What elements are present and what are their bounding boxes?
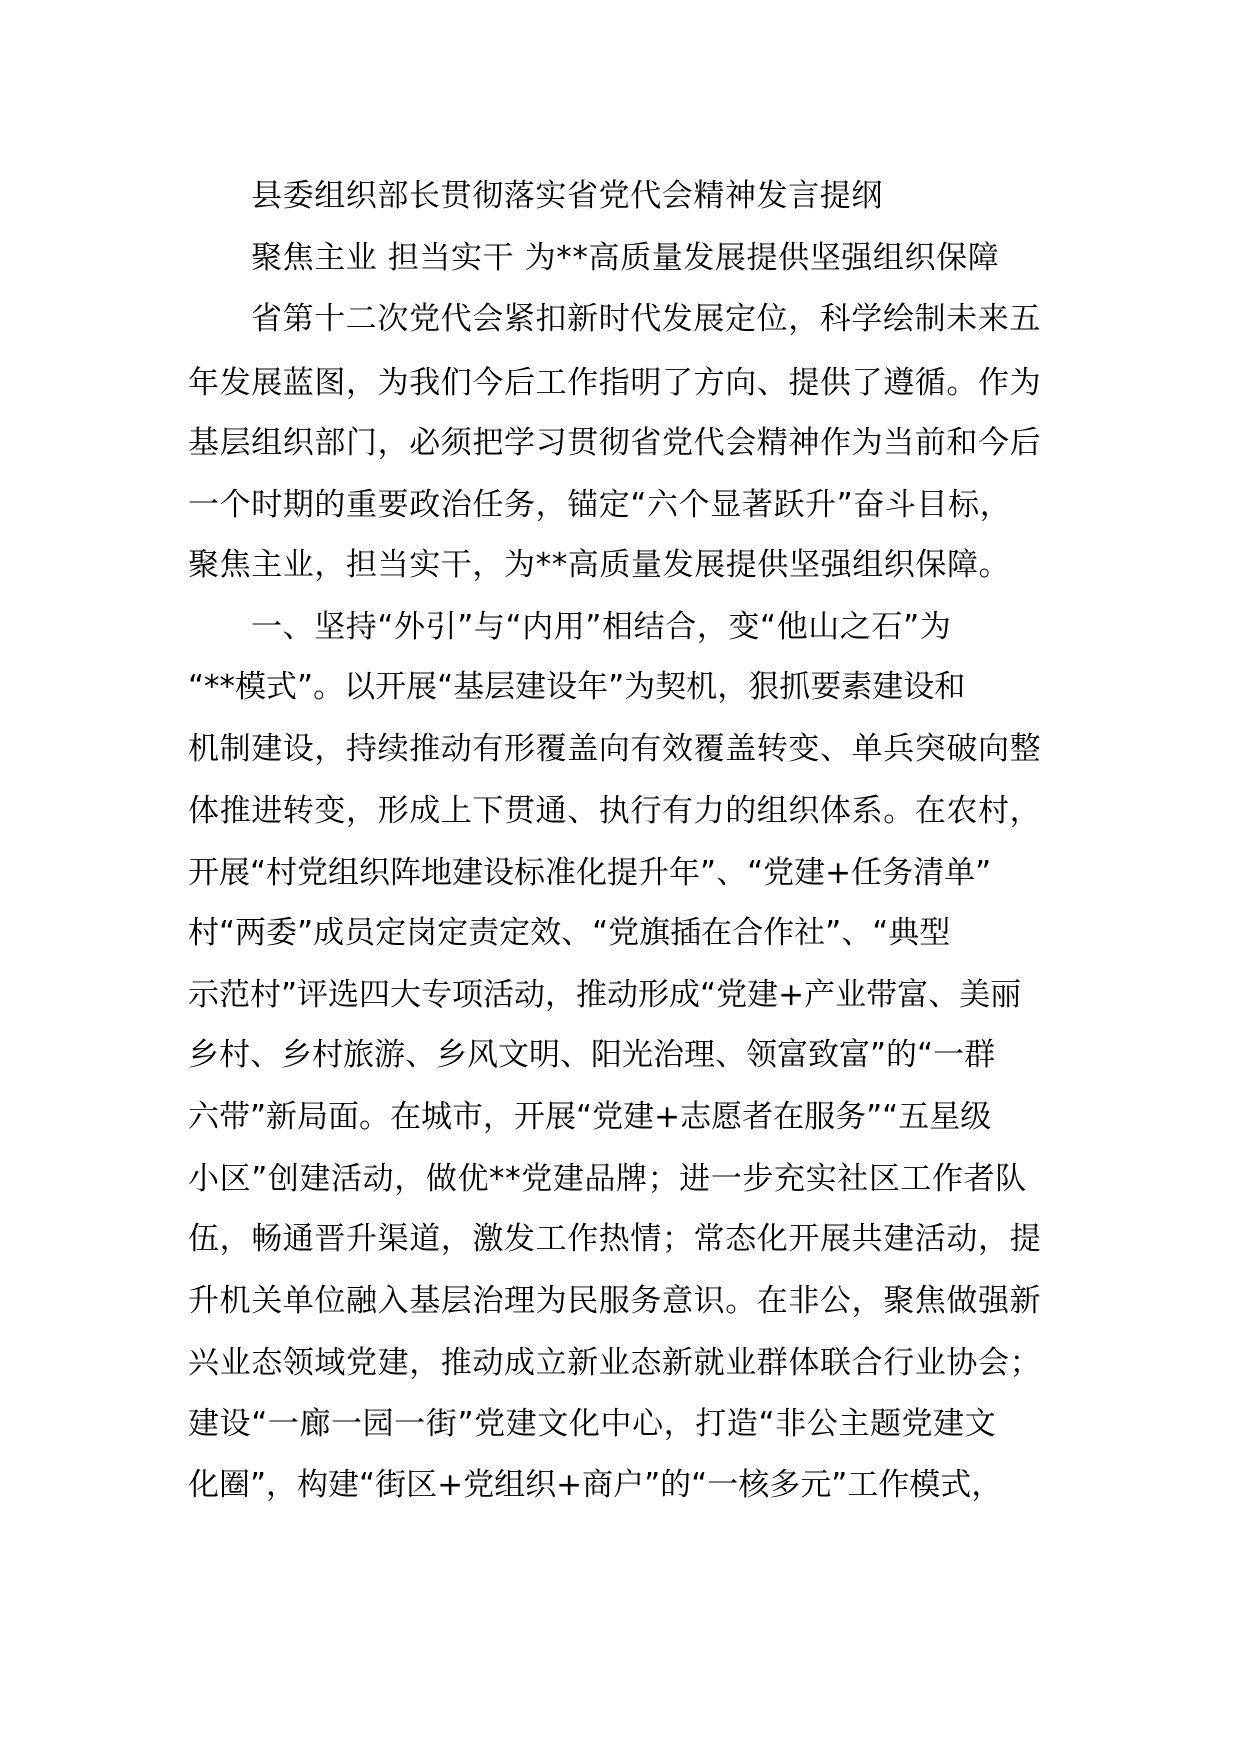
body-line-17: 升机关单位融入基层治理为民服务意识。在非公，聚焦做强新	[188, 1283, 1042, 1319]
body-line-7: “**模式”。以开展“基层建设年”为契机，狠抓要素建设和	[188, 669, 966, 705]
body-line-9: 体推进转变，形成上下贯通、执行有力的组织体系。在农村，	[188, 793, 1042, 829]
body-line-15: 小区”创建活动，做优**党建品牌；进一步充实社区工作者队	[188, 1161, 1027, 1197]
body-line-16: 伍，畅通晋升渠道，激发工作热情；常态化开展共建活动，提	[188, 1221, 1042, 1257]
section-1-heading-line: 一、坚持“外引”与“内用”相结合，变“他山之石”为	[251, 609, 952, 645]
body-line-3: 基层组织部门，必须把学习贯彻省党代会精神作为当前和今后	[188, 425, 1042, 461]
body-line-5: 聚焦主业，担当实干，为**高质量发展提供坚强组织保障。	[188, 547, 1011, 583]
document-subtitle: 聚焦主业 担当实干 为**高质量发展提供坚强组织保障	[251, 240, 1000, 276]
body-line-1: 省第十二次党代会紧扣新时代发展定位，科学绘制未来五	[251, 301, 1041, 337]
body-line-10: 开展“村党组织阵地建设标准化提升年”、“党建+任务清单”	[188, 855, 992, 891]
body-line-2: 年发展蓝图，为我们今后工作指明了方向、提供了遵循。作为	[188, 365, 1042, 401]
body-line-4: 一个时期的重要政治任务，锚定“六个显著跃升”奋斗目标，	[188, 487, 1012, 523]
body-line-12: 示范村”评选四大专项活动，推动形成“党建+产业带富、美丽	[188, 977, 1022, 1013]
document-title: 县委组织部长贯彻落实省党代会精神发言提纲	[251, 178, 883, 214]
body-line-8: 机制建设，持续推动有形覆盖向有效覆盖转变、单兵突破向整	[188, 731, 1042, 767]
body-line-11: 村“两委”成员定岗定责定效、“党旗插在合作社”、“典型	[188, 915, 951, 951]
body-line-18: 兴业态领域党建，推动成立新业态新就业群体联合行业协会；	[188, 1345, 1042, 1381]
body-line-19: 建设“一廊一园一街”党建文化中心，打造“非公主题党建文	[188, 1406, 997, 1442]
body-line-14: 六带”新局面。在城市，开展“党建+志愿者在服务”“五星级	[188, 1099, 992, 1135]
body-line-20: 化圈”，构建“街区+党组织+商户”的“一核多元”工作模式，	[188, 1467, 1003, 1503]
body-line-13: 乡村、乡村旅游、乡风文明、阳光治理、领富致富”的“一群	[188, 1037, 996, 1073]
